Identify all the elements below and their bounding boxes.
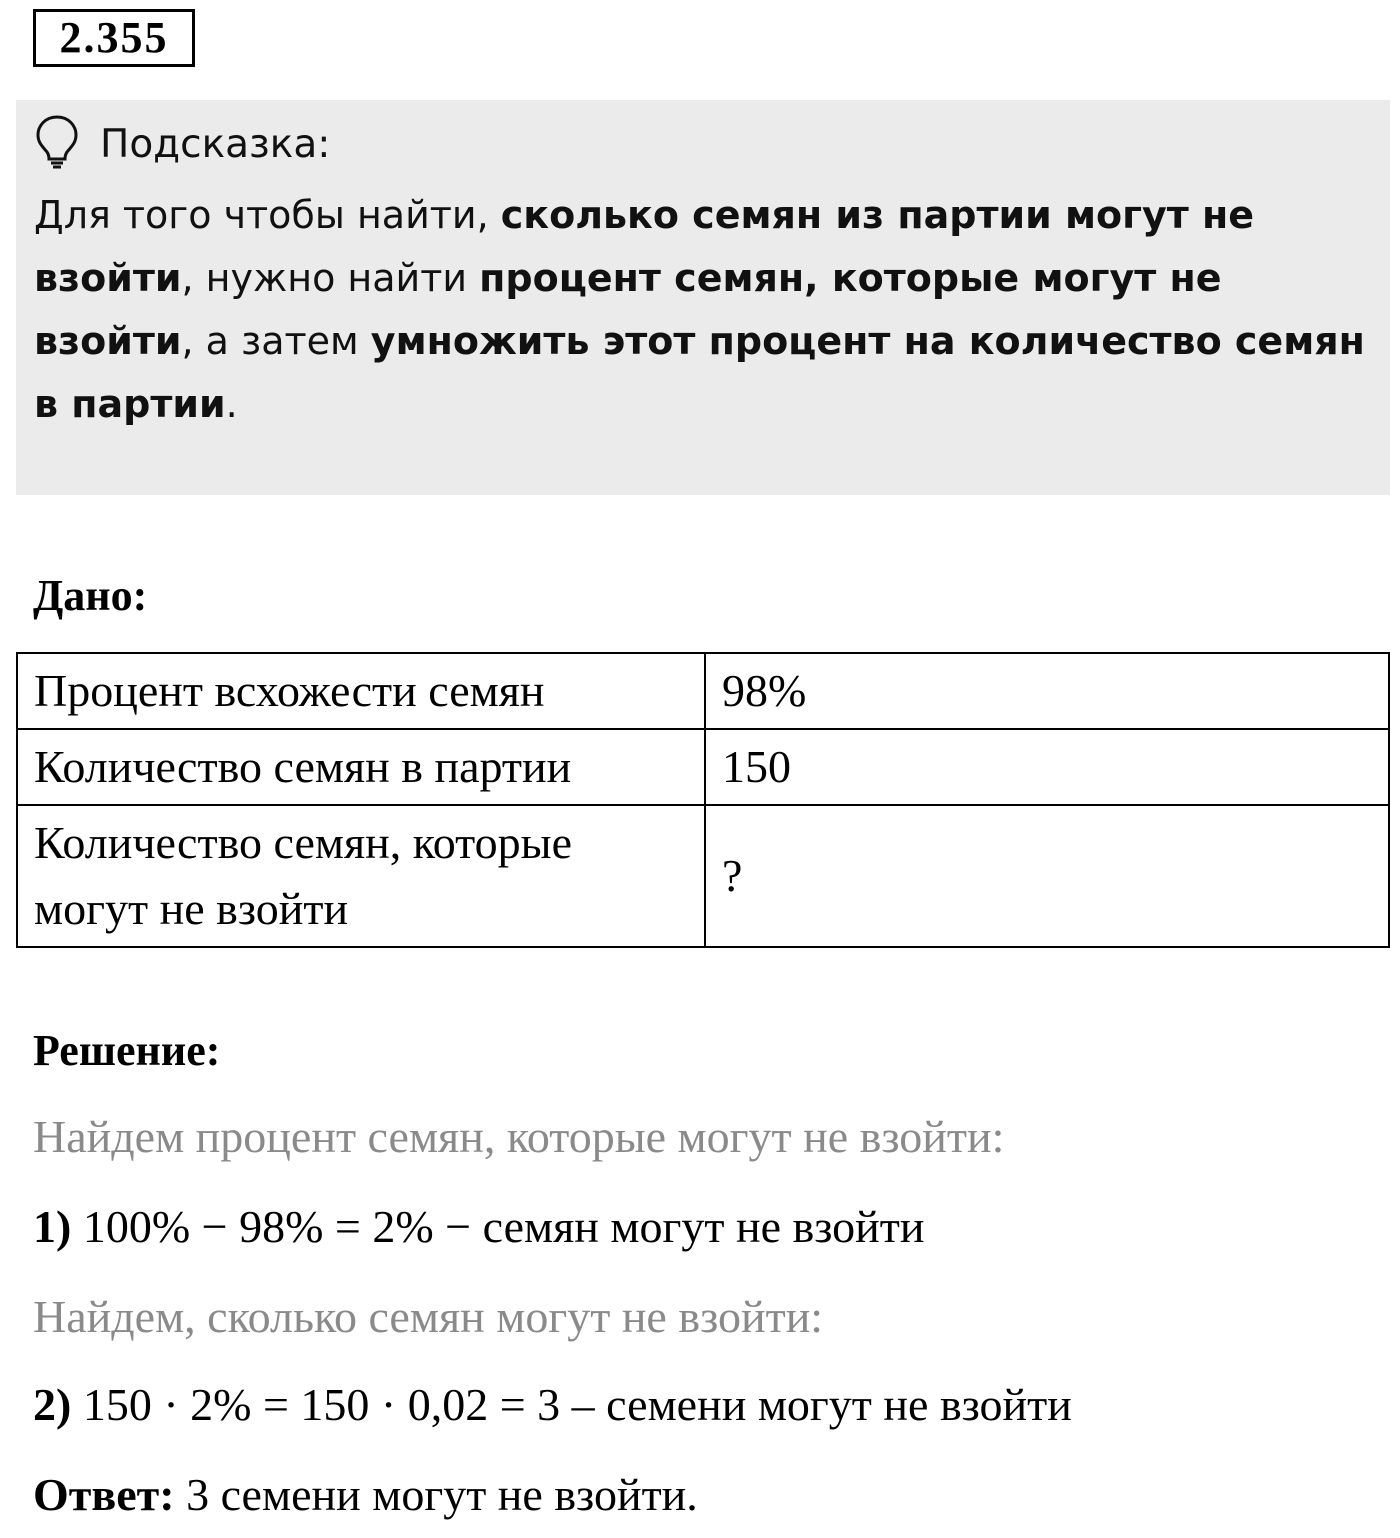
table-row xyxy=(17,805,1389,947)
lightbulb-icon xyxy=(34,114,100,174)
table-row xyxy=(17,653,1389,729)
hint-text: . xyxy=(225,382,238,426)
hint-body xyxy=(34,184,1372,436)
given-table xyxy=(16,652,1390,948)
answer-line xyxy=(33,1468,698,1521)
given-label: Количество семян в партии xyxy=(17,729,705,805)
step1-note: Найдем процент семян, которые могут не взойти: xyxy=(33,1111,1005,1162)
hint-text: Для того чтобы найти, xyxy=(34,193,501,237)
hint-header xyxy=(34,104,1372,184)
hint-text-bold: процент семян, которые могут не взойти xyxy=(34,256,1222,363)
hint-text-bold: сколько семян из партии могут не взойти xyxy=(34,193,1255,300)
table-row xyxy=(17,729,1389,805)
step-expression: 100% − 98% = 2% − семян могут не взойти xyxy=(82,1201,925,1252)
hint-box xyxy=(16,100,1390,495)
solution-title: Решение: xyxy=(33,1026,221,1075)
given-value: 150 xyxy=(705,729,1389,805)
task-number: 2.355 xyxy=(33,9,195,67)
step1-line xyxy=(33,1200,924,1253)
answer-text: 3 семени могут не взойти. xyxy=(186,1469,698,1520)
given-title: Дано: xyxy=(33,571,148,620)
step-expression: 150 · 2% = 150 · 0,02 = 3 – семени могут не взойти xyxy=(82,1379,1072,1430)
given-label: Процент всхожести семян xyxy=(17,653,705,729)
hint-text: , а затем xyxy=(181,319,371,363)
given-value: 98% xyxy=(705,653,1389,729)
step-number: 1) xyxy=(33,1201,72,1252)
answer-label: Ответ: xyxy=(33,1469,175,1520)
given-value: ? xyxy=(705,805,1389,947)
hint-text: , нужно найти xyxy=(181,256,480,300)
given-label: Количество семян, которые могут не взойти xyxy=(17,805,705,947)
step2-note: Найдем, сколько семян могут не взойти: xyxy=(33,1291,824,1342)
hint-title: Подсказка: xyxy=(100,121,331,167)
hint-text-bold: умножить этот процент на количество семян в партии xyxy=(34,319,1365,426)
step-number: 2) xyxy=(33,1379,72,1430)
step2-line xyxy=(33,1378,1072,1431)
